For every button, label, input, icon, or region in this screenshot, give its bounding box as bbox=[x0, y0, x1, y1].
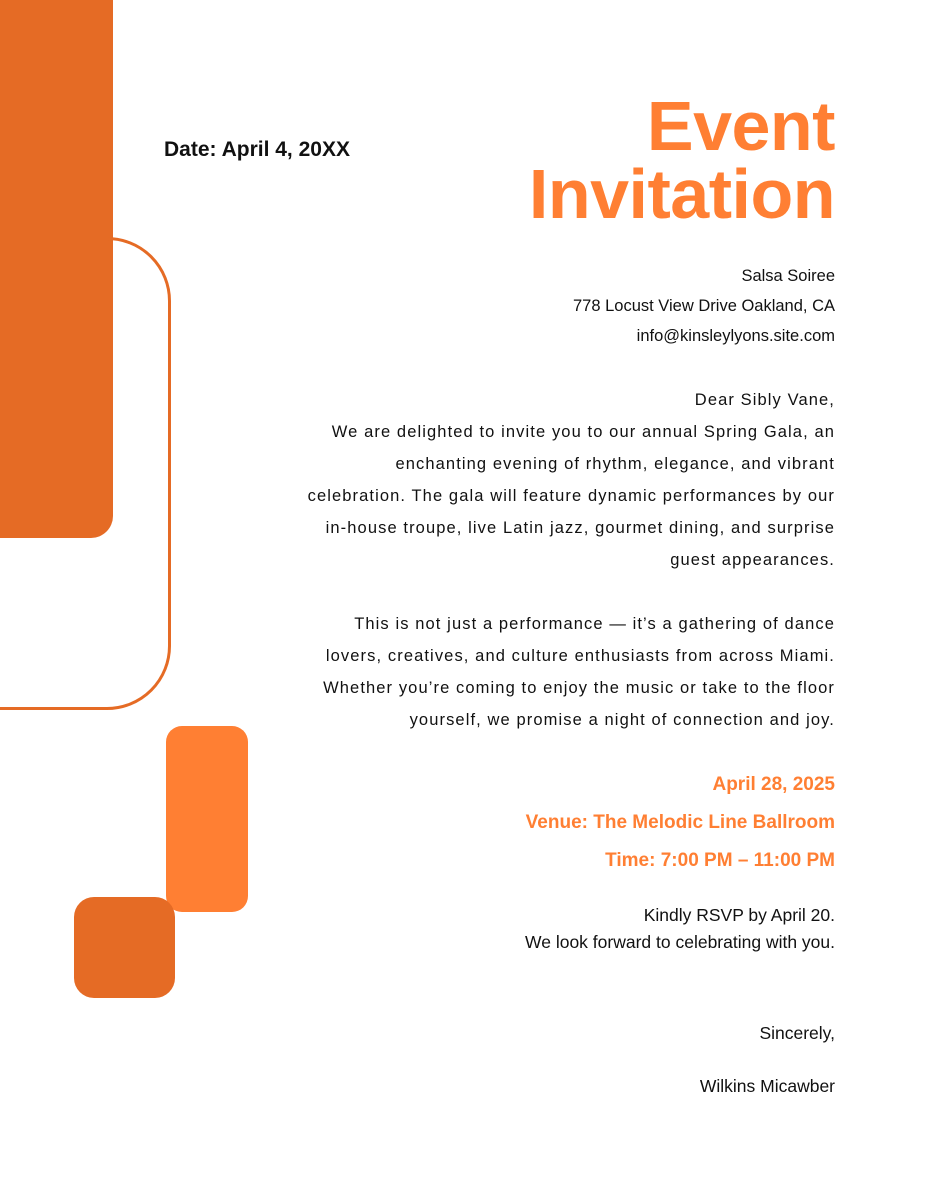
decorative-rounded-square bbox=[74, 897, 175, 998]
decorative-tall-rounded-block bbox=[166, 726, 248, 912]
date-value: April 4, 20XX bbox=[221, 138, 350, 161]
event-date: April 28, 2025 bbox=[712, 774, 835, 795]
sender-street-address: 778 Locust View Drive Oakland, CA bbox=[573, 297, 835, 315]
signature-name: Wilkins Micawber bbox=[699, 1076, 835, 1096]
sender-email: info@kinsleylyons.site.com bbox=[636, 327, 835, 345]
event-venue: Venue: The Melodic Line Ballroom bbox=[525, 812, 835, 833]
date-line bbox=[164, 138, 350, 162]
title-line-2: Invitation bbox=[528, 155, 835, 233]
page-title bbox=[528, 87, 835, 233]
rsvp-note bbox=[525, 902, 835, 956]
letter-body bbox=[295, 384, 835, 736]
rsvp-line-1: Kindly RSVP by April 20. bbox=[643, 905, 835, 925]
valediction: Sincerely, bbox=[759, 1023, 835, 1043]
event-details bbox=[526, 766, 835, 880]
title-line-1: Event bbox=[646, 87, 835, 165]
closing-block bbox=[700, 1023, 835, 1097]
paragraph-spacer bbox=[295, 576, 835, 608]
letter-paragraph-2: This is not just a performance — it’s a gathering of dance lovers, creatives, and culture enthusiasts from across Miami. Whether you’re coming to enjoy the music or take to the floor yourself, we promise a night of connection and joy. bbox=[323, 615, 835, 729]
event-time: Time: 7:00 PM – 11:00 PM bbox=[605, 850, 835, 871]
sender-name: Salsa Soiree bbox=[741, 267, 835, 285]
rsvp-line-2: We look forward to celebrating with you. bbox=[525, 932, 835, 952]
salutation: Dear Sibly Vane, bbox=[694, 391, 835, 409]
letter-paragraph-1: We are delighted to invite you to our annual Spring Gala, an enchanting evening of rhythm, elegance, and vibrant celebration. The gala will feature dynamic performances by our in-house troupe, live Latin jazz, gourmet dining, and surprise guest appearances. bbox=[307, 423, 835, 569]
date-label: Date: bbox=[164, 138, 217, 161]
sender-address-block bbox=[573, 261, 835, 351]
decorative-outline-frame bbox=[0, 237, 171, 710]
